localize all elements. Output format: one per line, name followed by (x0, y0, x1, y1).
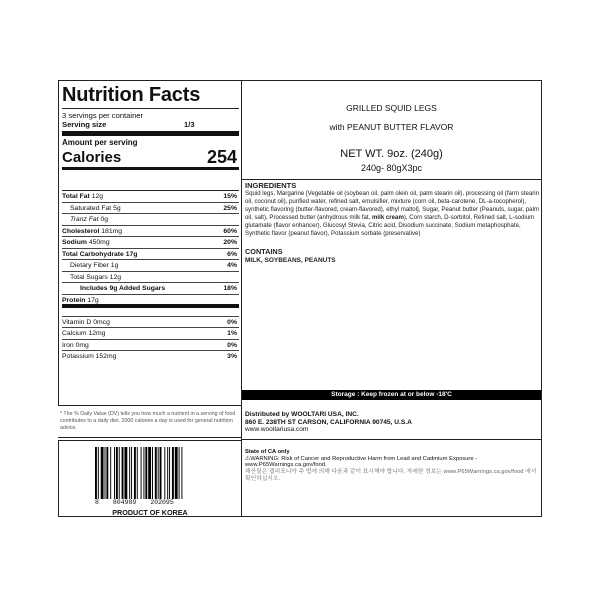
barcode-bar (181, 447, 182, 499)
daily-value-header (62, 170, 239, 191)
nutrient-amount: 0mg (75, 341, 89, 349)
barcode-bar (98, 447, 99, 499)
nutrient-label: Vitamin D (62, 318, 92, 326)
nutrient-label: Dietary Fiber (70, 262, 109, 269)
barcode-bar (95, 447, 97, 499)
nutrient-percent: 25% (223, 204, 237, 212)
barcode-digit-group: 8 (95, 499, 99, 506)
distributor-section (242, 403, 541, 440)
barcode-bar (101, 447, 104, 499)
warning-text: ⚠WARNING: Risk of Cancer and Reproductive Harm from Lead and Cadmium Exposure - www.P65Warnings.ca.gov/food. (245, 455, 478, 469)
nutrient-percent: 15% (223, 193, 237, 200)
barcode-bar (152, 447, 153, 499)
servings-per-container: 3 servings per container (62, 111, 144, 120)
nutrient-amount: 12g (109, 273, 122, 281)
ingredients-allergen: milk cream (372, 213, 404, 221)
nutrient-amount: 181mg (101, 227, 123, 235)
daily-value-footnote: * The % Daily Value (DV) tells you how much a nutrient in a serving of food contributes to a daily diet. 2000 calories a day is used for general nutrition advice. (58, 410, 242, 438)
barcode-bar (179, 447, 180, 499)
nutrient-row-total-carbohydrate (62, 249, 239, 261)
nutrient-row-protein (62, 295, 239, 308)
nutrient-label: Cholesterol (62, 227, 100, 235)
nutrient-row-cholesterol (62, 226, 239, 238)
barcode-bar (143, 447, 144, 499)
barcode-panel (58, 440, 242, 517)
serving-size-value: 1/3 (184, 120, 195, 129)
barcode-bar (148, 447, 151, 499)
calories-value: 254 (206, 147, 237, 167)
barcode-bar (116, 447, 118, 499)
nutrient-percent: 1% (227, 330, 237, 337)
ingredients-text (245, 190, 540, 238)
barcode-bar (167, 447, 168, 499)
net-weight: NET WT. 9oz. (240g) (340, 148, 443, 160)
nutrient-percent: 0% (227, 341, 237, 349)
barcode-bar (155, 447, 157, 499)
serving-size-label: Serving size (62, 120, 107, 129)
nutrient-label: Potassium (62, 353, 94, 360)
ingredients-heading: INGREDIENTS (245, 181, 297, 190)
nutrient-label: Total Fat (62, 193, 90, 200)
distributor-name: Distributed by WOOLTARI USA, INC. (245, 411, 359, 418)
barcode-bar (160, 447, 162, 499)
nutrient-label: Protein (62, 296, 86, 304)
barcode-bar (145, 447, 147, 499)
barcode-bar (175, 447, 178, 499)
barcode-bar (134, 447, 136, 499)
barcode-image (95, 447, 207, 499)
nutrient-percent: 3% (227, 353, 237, 360)
nutrient-row-iron (62, 340, 239, 352)
barcode-bar (164, 447, 165, 499)
product-header (242, 81, 541, 180)
nutrient-amount: 450mg (88, 239, 110, 246)
barcode-bar (105, 447, 106, 499)
nutrient-label: Saturated Fat (70, 204, 112, 212)
nutrient-row-saturated-fat (62, 203, 239, 215)
nutrient-amount: 0g (100, 216, 109, 223)
nutrient-amount: 152mg (95, 353, 117, 360)
nutrient-label: Iron (62, 341, 74, 349)
ingredients-section (245, 181, 540, 265)
nutrient-row-added-sugars (62, 283, 239, 295)
barcode-bar (122, 447, 124, 499)
nutrient-label: Calcium (62, 330, 87, 337)
barcode-bar (124, 447, 127, 499)
contains-heading: CONTAINS (245, 246, 283, 256)
nutrient-amount: 5g (113, 204, 121, 212)
pack-size: 240g- 80gX3pc (360, 163, 423, 173)
barcode-bar (137, 447, 138, 499)
nutrient-row-total-sugars (62, 272, 239, 284)
nutrient-amount: 17g (125, 250, 138, 258)
contains-allergens: MILK, SOYBEANS, PEANUTS (245, 256, 336, 264)
nutrient-amount: 17g (87, 296, 99, 304)
warning-state: State of CA only (245, 449, 290, 455)
distributor-address: 860 E. 238TH ST CARSON, CALIFORNIA 90745, U.S.A (245, 418, 412, 426)
ingredients-text-part: ), Corn starch, D-sorbitol, Refined salt, L-sodium glutamate (flavor enhancer), Glucosyl Stevia, Citric acid, Disodium succinate, Sodium metaphosphate, Synthetic flavor (peanut flavor), Potassium sorbate (preservative) (245, 213, 535, 237)
nutrition-title: Nutrition Facts (62, 83, 239, 109)
product-flavor: with PEANUT BUTTER FLAVOR (329, 122, 454, 132)
barcode-bar (129, 447, 130, 499)
barcode-bar (114, 447, 115, 499)
nutrient-amount: 1g (110, 262, 119, 269)
barcode-bar (141, 447, 142, 499)
ingredients-text-part: Squid legs, Margarine [Vegetable oil (soybean oil, palm olein oil, palm stearin oil), processing oil (farm stearin oil, coconut oil), purified water, refined salt, emulsifier, mixture (corn oil, beta-carotene, DL-a-tocopherol), synthetic flavoring (butter-flavored, cream-flavored), ethyl maltol], Sugar, Peanut butter (Peanuts, sugar, palm oil, salt), Processed butter (anhydrous milk fat, (245, 190, 539, 221)
barcode-digit-group: 202095 (150, 499, 174, 506)
nutrient-percent: 0% (227, 318, 237, 326)
nutrient-percent: 60% (223, 227, 237, 235)
nutrient-label: Tranz Fat (70, 216, 99, 223)
nutrient-amount: 12mg (88, 330, 106, 337)
nutrient-row-dietary-fiber (62, 260, 239, 272)
nutrient-percent: 4% (227, 262, 237, 269)
warning-korean: 해산물은 캡리포니아 주 법에 의해 다음과 같이 표시해야 합니다. 자세한 정보는 www.P65Warnings.ca.gov/food 에서 확인하십시오. (245, 469, 537, 482)
barcode-bar (119, 447, 120, 499)
product-info-panel (241, 80, 542, 517)
product-name: GRILLED SQUID LEGS (346, 103, 437, 113)
nutrient-row-vitamin-d (62, 317, 239, 329)
amount-per-serving: Amount per serving (62, 138, 138, 147)
nutrient-label: Includes 9g Added Sugars (80, 285, 166, 292)
nutrient-label: Total Sugars (70, 273, 108, 281)
nutrient-amount: 0mcg (93, 318, 110, 326)
country-of-origin: PRODUCT OF KOREA (112, 508, 188, 517)
nutrient-amount: 12g (91, 193, 104, 200)
barcode-bar (158, 447, 159, 499)
barcode-bar (131, 447, 132, 499)
divider (62, 308, 239, 317)
barcode-digit-group: 804989 (112, 499, 137, 506)
nutrient-label: Total Carbohydrate (62, 250, 124, 258)
nutrition-facts-panel (58, 80, 242, 406)
nutrient-row-sodium (62, 237, 239, 249)
barcode-bar (169, 447, 170, 499)
calories-label: Calories (62, 149, 122, 166)
barcode-bar (106, 447, 108, 499)
barcode-bar (172, 447, 174, 499)
storage-banner: Storage : Keep frozen at or below -18'C (242, 390, 541, 400)
nutrient-label: Sodium (62, 239, 87, 246)
barcode-bar (110, 447, 111, 499)
distributor-website: www.wooltariusa.com (245, 426, 309, 433)
nutrient-row-trans-fat (62, 214, 239, 226)
calories-row (62, 148, 239, 170)
nutrient-row-total-fat (62, 191, 239, 203)
nutrient-percent: 20% (223, 239, 237, 246)
prop65-warning (245, 449, 540, 483)
barcode-digits (65, 499, 243, 506)
nutrient-row-potassium (62, 351, 239, 363)
nutrient-percent: 6% (227, 250, 237, 258)
nutrient-percent: 18% (223, 285, 237, 292)
nutrient-row-calcium (62, 328, 239, 340)
serving-size (62, 120, 239, 136)
